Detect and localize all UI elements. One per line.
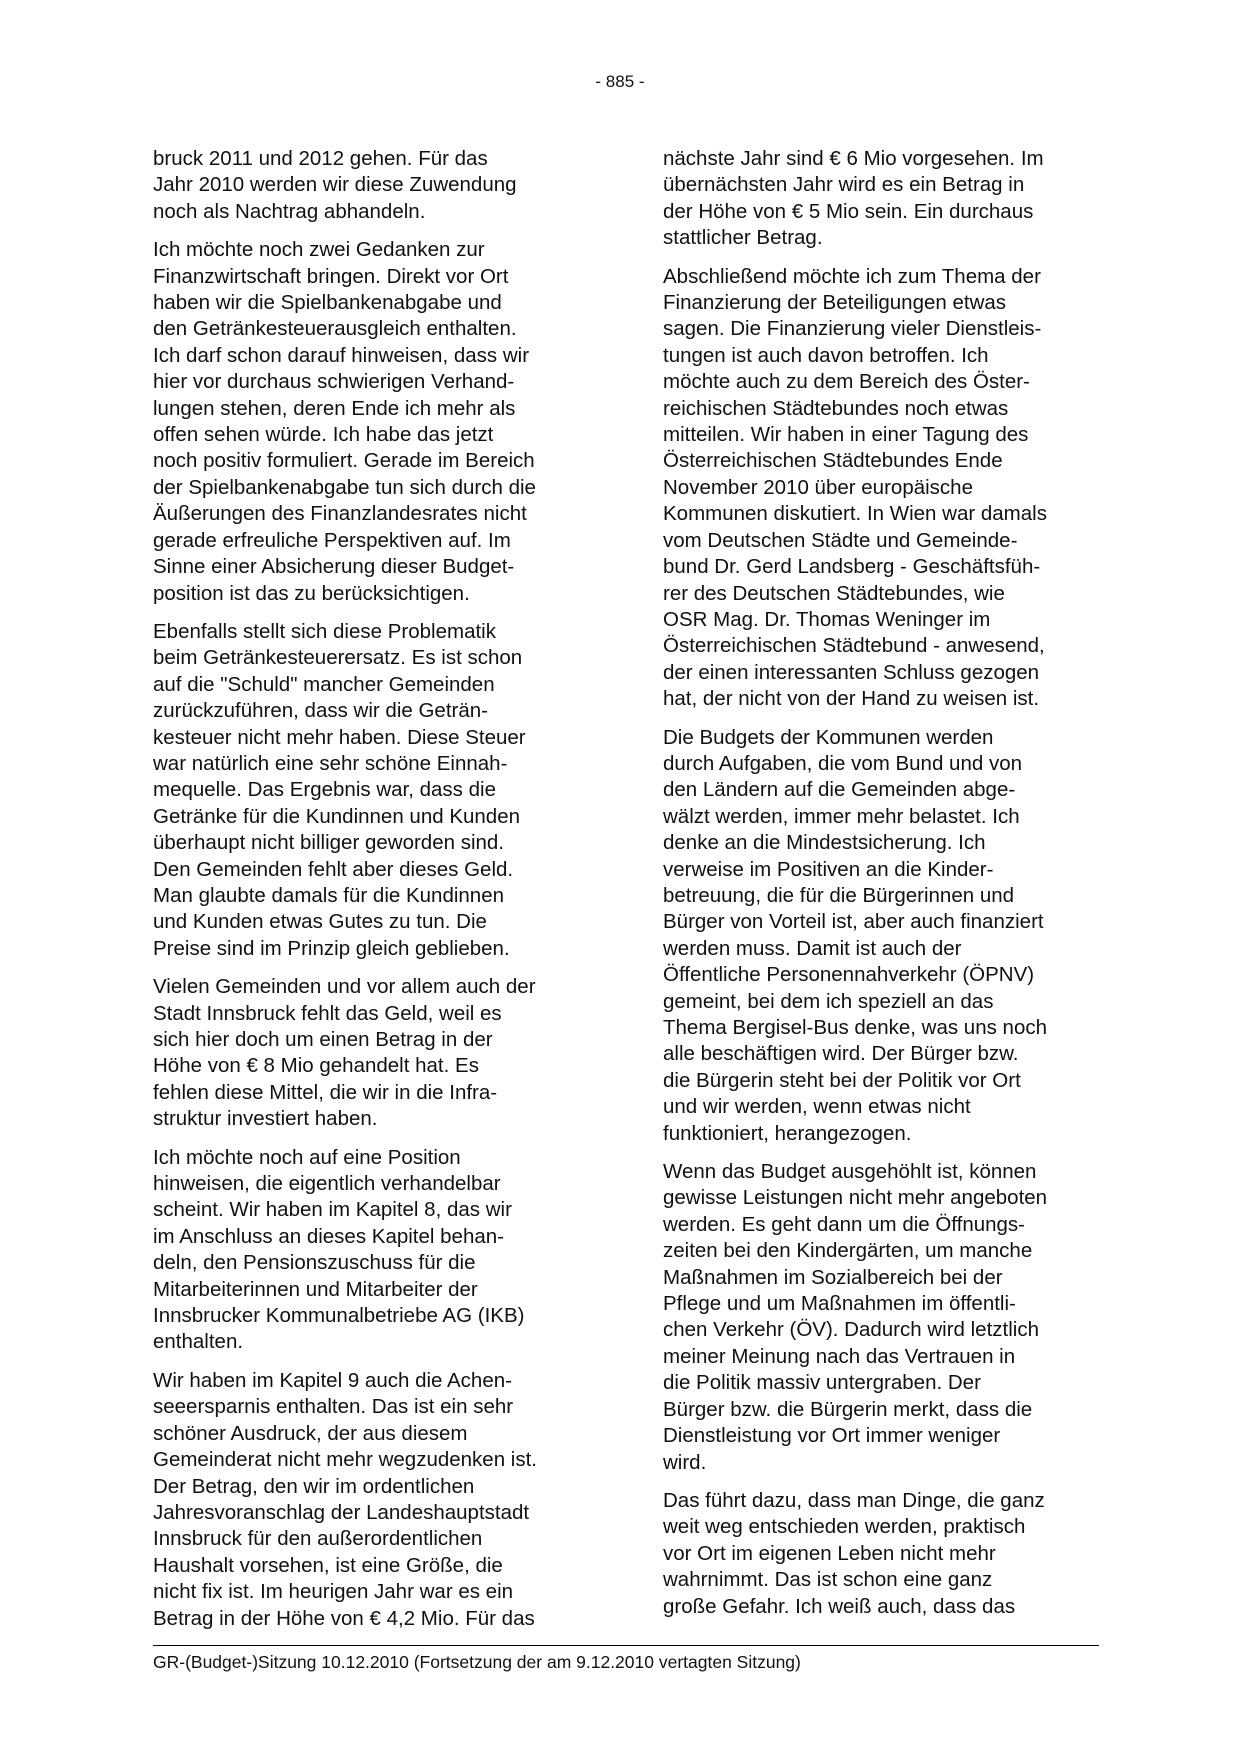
- paragraph: Ich möchte noch auf eine Position hinweisen, die eigentlich verhandelbar scheint. Wir haben im Kapitel 8, das wir im Anschluss an dieses Kapitel behan- deln, den Pensionszuschuss für die Mitarbeiterinnen und Mitarbeiter der Innsbrucker Kommunalbetriebe AG (IKB) enthalten.: [153, 1145, 525, 1354]
- paragraph: Wenn das Budget ausgehöhlt ist, können gewisse Leistungen nicht mehr angeboten werden. Es geht dann um die Öffnungs- zeiten bei den Kindergärten, um manche Maßnahmen im Sozialbereich bei der Pflege und um Maßnahmen im öffentli- chen Verkehr (ÖV). Dadurch wird letztlich meiner Meinung nach das Vertrauen in die Politik massiv untergraben. Der Bürger bzw. die Bürgerin merkt, dass die Dienstleistung vor Ort immer weniger wird.: [663, 1160, 1048, 1474]
- paragraph: Ebenfalls stellt sich diese Problematik beim Getränkesteuerersatz. Es ist schon auf die "Schuld" mancher Gemeinden zurückzuführen, dass wir die Geträn- kesteuer nicht mehr haben. Diese Steuer war natürlich eine sehr schöne Einnah- mequelle. Das Ergebnis war, dass die Getränke für die Kundinnen und Kunden überhaupt nicht billiger geworden sind. Den Gemeinden fehlt aber dieses Geld. Man glaubte damals für die Kundinnen und Kunden etwas Gutes zu tun. Die Preise sind im Prinzip gleich geblieben.: [153, 619, 526, 960]
- page-number: - 885 -: [595, 72, 645, 91]
- paragraph: nächste Jahr sind € 6 Mio vorgesehen. Im übernächsten Jahr wird es ein Betrag in der Höhe von € 5 Mio sein. Ein durchaus stattlicher Betrag.: [663, 147, 1044, 250]
- paragraph: Abschließend möchte ich zum Thema der Finanzierung der Beteiligungen etwas sagen. Die Finanzierung vieler Dienstleis- tungen ist auch davon betroffen. Ich möchte auch zu dem Bereich des Öster- reichischen Städtebundes noch etwas mitteilen. Wir haben in einer Tagung des Österreichischen Städtebundes Ende November 2010 über europäische Kommunen diskutiert. In Wien war damals vom Deutschen Städte und Gemeinde- bund Dr. Gerd Landsberg - Geschäftsfüh- rer des Deutschen Städtebundes, wie OSR Mag. Dr. Thomas Weninger im Österreichischen Städtebund - anwesend, der einen interessanten Schluss gezogen hat, der nicht von der Hand zu weisen ist.: [663, 264, 1047, 711]
- paragraph: Die Budgets der Kommunen werden durch Aufgaben, die vom Bund und von den Ländern auf die Gemeinden abge- wälzt werden, immer mehr belastet. Ich denke an die Mindestsicherung. Ich verweise im Positiven an die Kinder- betreuung, die für die Bürgerinnen und Bürger von Vorteil ist, aber auch finanziert werden muss. Damit ist auch der Öffentliche Personennahverkehr (ÖPNV) gemeint, bei dem ich speziell an das Thema Bergisel-Bus denke, was uns noch alle beschäftigen wird. Der Bürger bzw. die Bürgerin steht bei der Politik vor Ort und wir werden, wenn etwas nicht funktioniert, herangezogen.: [663, 725, 1048, 1145]
- left-column: [153, 146, 589, 1644]
- paragraph: Wir haben im Kapitel 9 auch die Achen- seeersparnis enthalten. Das ist ein sehr schöner Ausdruck, der aus diesem Gemeinderat nicht mehr wegzudenken ist. Der Betrag, den wir im ordentlichen Jahresvoranschlag der Landeshauptstadt Innsbruck für den außerordentlichen Haushalt vorsehen, ist eine Größe, die nicht fix ist. Im heurigen Jahr war es ein Betrag in der Höhe von € 4,2 Mio. Für das: [153, 1368, 538, 1630]
- paragraph: Vielen Gemeinden und vor allem auch der Stadt Innsbruck fehlt das Geld, weil es sich hier doch um einen Betrag in der Höhe von € 8 Mio gehandelt hat. Es fehlen diese Mittel, die wir in die Infra- struktur investiert haben.: [153, 975, 536, 1131]
- paragraph: Das führt dazu, dass man Dinge, die ganz weit weg entschieden werden, praktisch vor Ort im eigenen Leben nicht mehr wahrnimmt. Das ist schon eine ganz große Gefahr. Ich weiß auch, dass das: [663, 1488, 1045, 1618]
- paragraph: bruck 2011 und 2012 gehen. Für das Jahr 2010 werden wir diese Zuwendung noch als Nachtrag abhandeln.: [153, 147, 517, 223]
- page-footer: GR-(Budget-)Sitzung 10.12.2010 (Fortsetzung der am 9.12.2010 vertagten Sitzung): [153, 1652, 801, 1672]
- paragraph: Ich möchte noch zwei Gedanken zur Finanzwirtschaft bringen. Direkt vor Ort haben wir die Spielbankenabgabe und den Getränkesteuerausgleich enthalten. Ich darf schon darauf hinweisen, dass wir hier vor durchaus schwierigen Verhand- lungen stehen, deren Ende ich mehr als offen sehen würde. Ich habe das jetzt noch positiv formuliert. Gerade im Bereich der Spielbankenabgabe tun sich durch die Äußerungen des Finanzlandesrates nicht gerade erfreuliche Perspektiven auf. Im Sinne einer Absicherung dieser Budget- position ist das zu berücksichtigen.: [153, 238, 536, 605]
- right-column: [663, 146, 1099, 1632]
- footer-divider: [153, 1645, 1099, 1646]
